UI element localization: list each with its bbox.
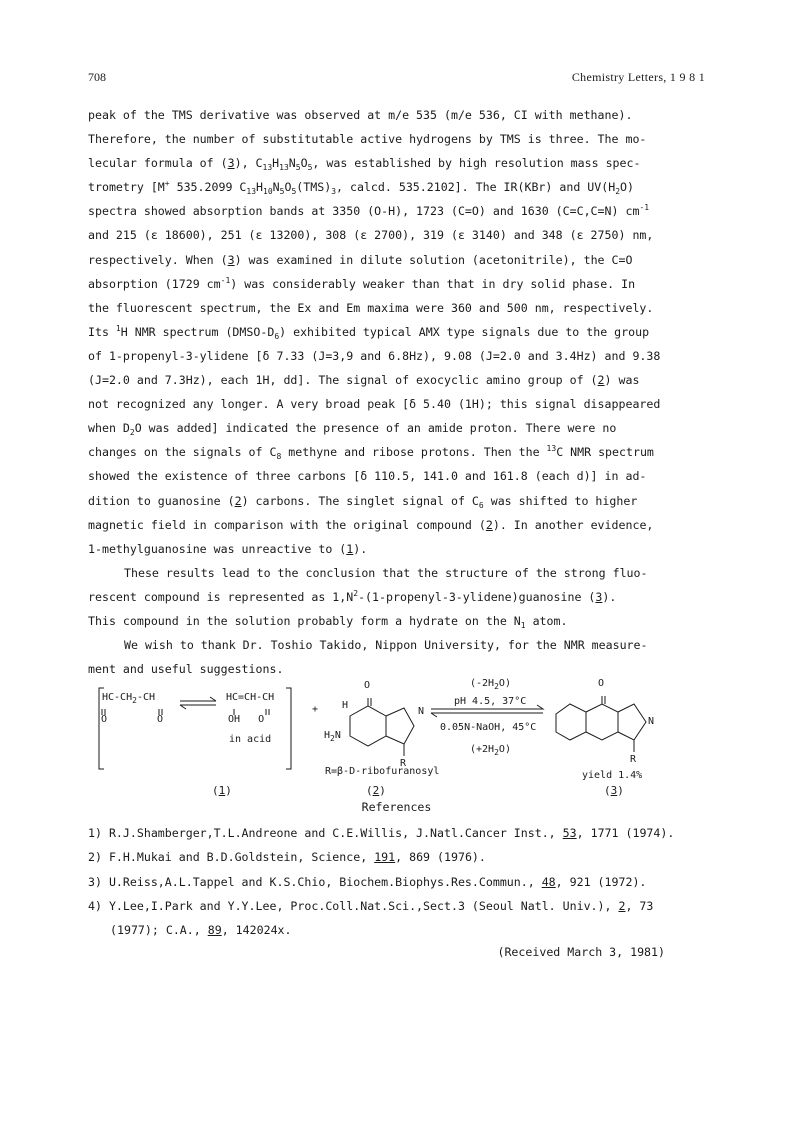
ribofuranosyl-definition: R=β-D-ribofuranosyl [325,766,440,777]
malondialdehyde-keto: $HC-CH_2-CH$ [102,692,155,705]
body-line: This compound in the solution probably form a hydrate on the $N_1$ atom. [88,613,568,630]
enol-substituents: OH O [228,714,265,725]
malondialdehyde-oxygens: O O [101,714,164,725]
reaction-scheme [88,676,688,796]
page-number: 708 [88,70,106,84]
condition-water-gain: $(+2H_2O)$ [470,744,511,757]
body-line: magnetic field in comparison with the original compound (2). In another evidence, [88,517,654,532]
compound-label-3: (3) [604,784,624,797]
guanosine-r: R [400,758,407,769]
body-line: respectively. When (3) was examined in dilute solution (acetonitrile), the C=O [88,252,633,267]
body-line: Therefore, the number of substitutable active hydrogens by TMS is three. The mo- [88,132,647,147]
body-line: the fluorescent spectrum, the Ex and Em maxima were 360 and 500 nm, respectively. [88,300,654,315]
references-title: References [361,800,432,814]
yield-label: yield 1.4% [582,770,643,781]
body-line: spectra showed absorption bands at 3350 (O-H), 1723 (C=O) and 1630 (C=C,C=N) $cm^{-1}$ [88,203,650,219]
body-line: 1-methylguanosine was unreactive to (1). [88,541,368,556]
product-r: R [630,754,637,765]
body-line: Its $^1$H NMR spectrum $(DMSO-D_6)$ exhibited typical AMX type signals due to the group [88,323,650,341]
compound-label-2: (2) [366,784,386,797]
guanosine-oxygen: O [364,680,371,691]
body-line: We wish to thank Dr. Toshio Takido, Nippon University, for the NMR measure- [124,638,648,653]
body-line: rescent compound is represented as $1,N^2-(1-propenyl-3-ylidene)guanosine$ (3). [88,588,617,604]
body-line: (J=2.0 and 7.3Hz), each 1H, dd]. The signal of exocyclic amino group of (2) was [88,373,640,388]
body-line: showed the existence of three carbons [δ 110.5, 141.0 and 161.8 (each d)] in ad- [88,469,647,484]
malondialdehyde-enol: HC=CH-CH [226,692,275,703]
reference-item: 3) U.Reiss,A.L.Tappel and K.S.Chio, Biochem.Biophys.Res.Commun., 48, 921 (1972). [88,874,647,889]
guanosine-h: H [342,700,349,711]
condition-naoh: 0.05N-NaOH, 45°C [440,722,537,733]
body-text [88,103,678,681]
in-acid-label: in acid [229,734,272,745]
body-line: of 1-propenyl-3-ylidene [δ 7.33 (J=3,9 and 6.8Hz), 9.08 (J=2.0 and 3.4Hz) and 9.38 [88,348,661,363]
reference-item: 1) R.J.Shamberger,T.L.Andreone and C.E.Willis, J.Natl.Cancer Inst., 53, 1771 (1974). [88,826,675,840]
product-oxygen: O [598,678,605,689]
body-line: These results lead to the conclusion that the structure of the strong fluo- [124,565,648,580]
product-n: N [648,716,655,727]
guanosine-n7: N [418,706,425,717]
body-line: ment and useful suggestions. [88,662,284,677]
body-line: when $D_2O$ was added] indicated the presence of an amide proton. There were no [88,421,617,438]
reference-continuation: (1977); C.A., 89, 142024x. [110,923,292,938]
body-line: changes on the signals of $C_8$ methyne and ribose protons. Then the $^{13}$C NMR spectrum [88,444,654,462]
body-line: lecular formula of (3), $C_{13}H_{13}N_5O_5$, was established by high resolution mass spec- [88,156,641,173]
body-line: absorption (1729 $cm^{-1}$) was considerably weaker than that in dry solid phase. In [88,275,636,291]
body-line: dition to guanosine (2) carbons. The singlet signal of $C_6$ was shifted to higher [88,493,638,510]
condition-ph: pH 4.5, 37°C [454,696,527,707]
body-line: and 215 (ε 18600), 251 (ε 13200), 308 (ε 2700), 319 (ε 3140) and 348 (ε 2750) nm, [88,228,654,243]
plus-sign: + [312,704,319,715]
guanosine-amino: $H_2N$ [324,730,341,743]
compound-label-1: (1) [212,784,232,797]
condition-water-loss: $(-2H_2O)$ [470,678,511,691]
journal-header: Chemistry Letters, 1 9 8 1 [571,70,705,84]
body-line: trometry [M+ 535.2099 $C_{13}H_{10}N_5O_5(TMS)_3$, calcd. 535.2102]. The IR(KBr) and $UV(H_2O)$ [88,179,635,197]
reference-item: 4) Y.Lee,I.Park and Y.Y.Lee, Proc.Coll.Nat.Sci.,Sect.3 (Seoul Natl. Univ.), 2, 73 [88,898,654,913]
body-line: peak of the TMS derivative was observed at m/e 535 (m/e 536, CI with methane). [88,108,633,122]
reference-item: 2) F.H.Mukai and B.D.Goldstein, Science, 191, 869 (1976). [88,850,486,865]
references-list [88,821,688,942]
body-line: not recognized any longer. A very broad peak [δ 5.40 (1H); this signal disappeared [88,397,661,412]
received-date: (Received March 3, 1981) [497,945,665,959]
